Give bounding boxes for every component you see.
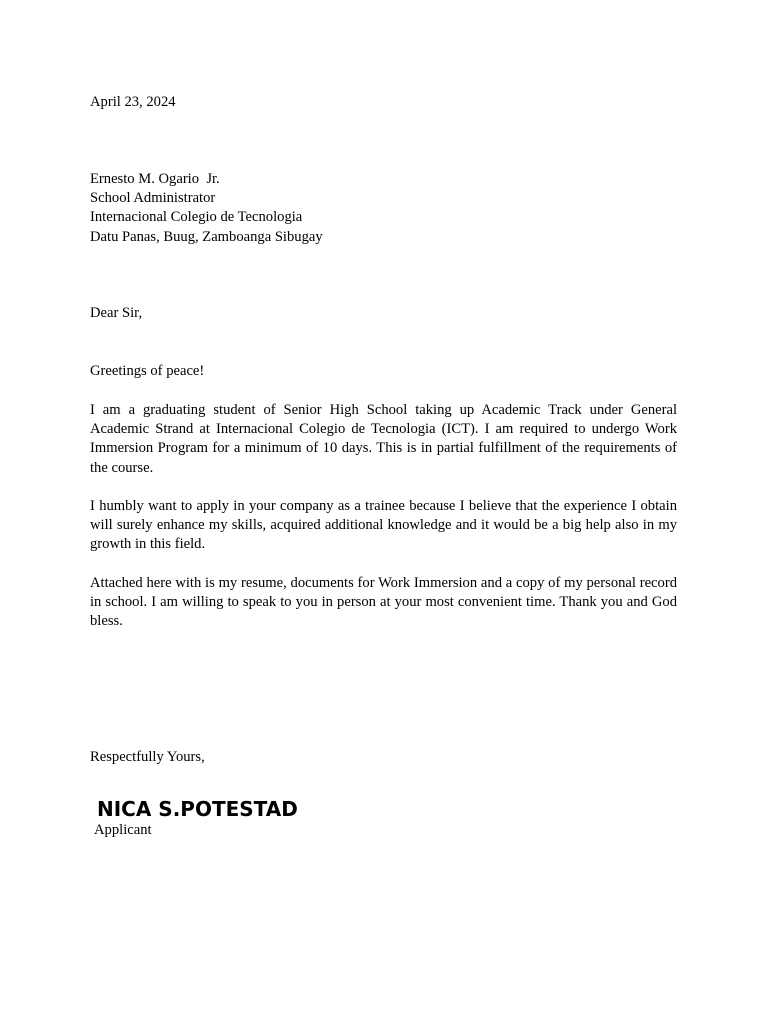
signature-title: Applicant (94, 822, 152, 838)
recipient-organization: Internacional Colegio de Tecnologia (90, 209, 303, 225)
recipient-address: Datu Panas, Buug, Zamboanga Sibugay (90, 229, 323, 245)
body-paragraph-3: Attached here with is my resume, documents for Work Immersion and a copy of my personal record in school. I am willing to speak to you in person at your most convenient time. Thank you and God bless. (90, 575, 677, 630)
body-paragraph-2: I humbly want to apply in your company as a trainee because I believe that the experience I obtain will surely enhance my skills, acquired additional knowledge and it would be a big help also in my growth in this field. (90, 498, 677, 553)
letter-date: April 23, 2024 (90, 94, 176, 110)
signature-name: NICA S.POTESTAD (97, 797, 298, 821)
salutation: Dear Sir, (90, 305, 143, 321)
recipient-name: Ernesto M. Ogario Jr. (90, 171, 220, 187)
closing: Respectfully Yours, (90, 749, 205, 765)
greeting: Greetings of peace! (90, 363, 205, 379)
body-paragraph-1: I am a graduating student of Senior High School taking up Academic Track under General Academic Strand at Internacional Colegio de Tecnologia (ICT). I am required to undergo Work Immersion Program for a minimum of 10 days. This is in partial fulfillment of the requirements of the course. (90, 402, 677, 476)
recipient-position: School Administrator (90, 190, 216, 206)
